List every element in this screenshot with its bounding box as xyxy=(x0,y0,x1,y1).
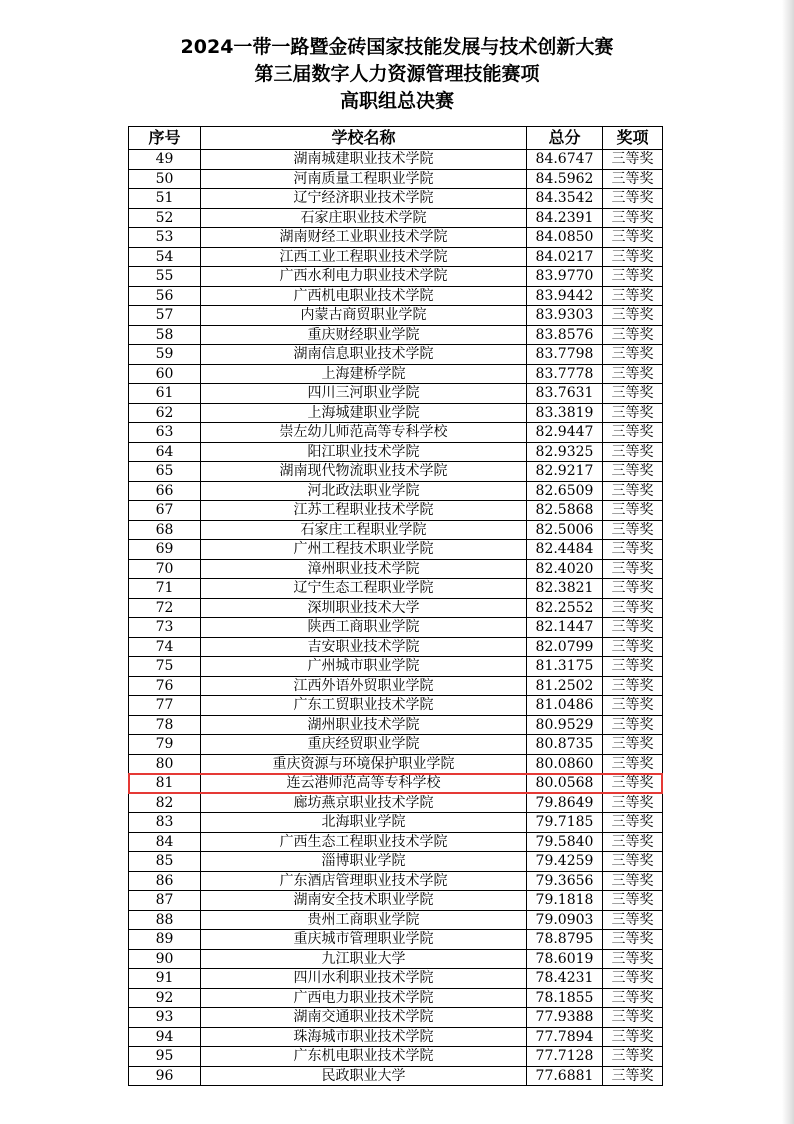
table-row xyxy=(129,169,663,189)
cell-school: 四川三河职业学院 xyxy=(201,384,527,404)
cell-school: 湖南财经工业职业技术学院 xyxy=(201,228,527,248)
table-row xyxy=(129,871,663,891)
cell-rank: 66 xyxy=(129,481,201,501)
cell-award: 三等奖 xyxy=(603,1027,663,1047)
cell-rank: 63 xyxy=(129,423,201,443)
cell-score: 84.0217 xyxy=(527,247,603,267)
table-row xyxy=(129,735,663,755)
table-row xyxy=(129,852,663,872)
cell-rank: 50 xyxy=(129,169,201,189)
cell-rank: 78 xyxy=(129,715,201,735)
cell-school: 内蒙古商贸职业学院 xyxy=(201,306,527,326)
table-row xyxy=(129,559,663,579)
cell-school: 湖州职业技术学院 xyxy=(201,715,527,735)
cell-score: 80.0860 xyxy=(527,754,603,774)
cell-award: 三等奖 xyxy=(603,286,663,306)
cell-award: 三等奖 xyxy=(603,1047,663,1067)
cell-score: 81.3175 xyxy=(527,657,603,677)
cell-school: 重庆城市管理职业学院 xyxy=(201,930,527,950)
cell-school: 珠海城市职业技术学院 xyxy=(201,1027,527,1047)
cell-rank: 83 xyxy=(129,813,201,833)
cell-award: 三等奖 xyxy=(603,228,663,248)
cell-score: 82.4020 xyxy=(527,559,603,579)
cell-rank: 93 xyxy=(129,1008,201,1028)
cell-award: 三等奖 xyxy=(603,462,663,482)
cell-award: 三等奖 xyxy=(603,189,663,209)
cell-school: 湖南城建职业技术学院 xyxy=(201,150,527,170)
table-row xyxy=(129,598,663,618)
cell-award: 三等奖 xyxy=(603,774,663,794)
cell-award: 三等奖 xyxy=(603,930,663,950)
cell-rank: 70 xyxy=(129,559,201,579)
cell-score: 77.6881 xyxy=(527,1066,603,1086)
cell-rank: 56 xyxy=(129,286,201,306)
cell-score: 82.3821 xyxy=(527,579,603,599)
cell-award: 三等奖 xyxy=(603,247,663,267)
cell-award: 三等奖 xyxy=(603,208,663,228)
cell-score: 78.6019 xyxy=(527,949,603,969)
cell-score: 79.1818 xyxy=(527,891,603,911)
cell-rank: 89 xyxy=(129,930,201,950)
cell-rank: 79 xyxy=(129,735,201,755)
table-row xyxy=(129,150,663,170)
cell-school: 漳州职业技术学院 xyxy=(201,559,527,579)
cell-rank: 62 xyxy=(129,403,201,423)
cell-award: 三等奖 xyxy=(603,345,663,365)
cell-school: 江西工业工程职业技术学院 xyxy=(201,247,527,267)
title-line-2: 第三届数字人力资源管理技能赛项 xyxy=(254,63,540,85)
cell-award: 三等奖 xyxy=(603,481,663,501)
cell-award: 三等奖 xyxy=(603,988,663,1008)
table-row xyxy=(129,891,663,911)
cell-school: 上海建桥学院 xyxy=(201,364,527,384)
cell-award: 三等奖 xyxy=(603,1008,663,1028)
cell-score: 83.8576 xyxy=(527,325,603,345)
cell-rank: 95 xyxy=(129,1047,201,1067)
cell-rank: 53 xyxy=(129,228,201,248)
cell-rank: 86 xyxy=(129,871,201,891)
cell-score: 80.8735 xyxy=(527,735,603,755)
cell-rank: 59 xyxy=(129,345,201,365)
cell-rank: 88 xyxy=(129,910,201,930)
cell-score: 77.7128 xyxy=(527,1047,603,1067)
cell-rank: 87 xyxy=(129,891,201,911)
cell-score: 80.9529 xyxy=(527,715,603,735)
table-row xyxy=(129,1047,663,1067)
cell-rank: 51 xyxy=(129,189,201,209)
cell-score: 83.3819 xyxy=(527,403,603,423)
table-row xyxy=(129,579,663,599)
cell-award: 三等奖 xyxy=(603,793,663,813)
cell-school: 江苏工程职业技术学院 xyxy=(201,501,527,521)
table-row xyxy=(129,832,663,852)
cell-score: 80.0568 xyxy=(527,774,603,794)
table-row xyxy=(129,189,663,209)
cell-award: 三等奖 xyxy=(603,169,663,189)
cell-score: 83.9303 xyxy=(527,306,603,326)
table-header-row xyxy=(129,127,663,150)
header-award: 奖项 xyxy=(603,127,663,150)
cell-rank: 49 xyxy=(129,150,201,170)
table-row xyxy=(129,774,663,794)
table-row xyxy=(129,208,663,228)
cell-score: 83.7631 xyxy=(527,384,603,404)
cell-school: 吉安职业技术学院 xyxy=(201,637,527,657)
cell-rank: 75 xyxy=(129,657,201,677)
cell-award: 三等奖 xyxy=(603,501,663,521)
table-row xyxy=(129,481,663,501)
cell-award: 三等奖 xyxy=(603,150,663,170)
table-row xyxy=(129,813,663,833)
title-line-1: 2024一带一路暨金砖国家技能发展与技术创新大赛 xyxy=(180,36,614,58)
cell-award: 三等奖 xyxy=(603,540,663,560)
table-row xyxy=(129,286,663,306)
cell-score: 82.1447 xyxy=(527,618,603,638)
cell-score: 83.7778 xyxy=(527,364,603,384)
table-row xyxy=(129,637,663,657)
table-row xyxy=(129,520,663,540)
cell-school: 九江职业大学 xyxy=(201,949,527,969)
cell-school: 崇左幼儿师范高等专科学校 xyxy=(201,423,527,443)
cell-award: 三等奖 xyxy=(603,813,663,833)
cell-score: 82.9217 xyxy=(527,462,603,482)
cell-rank: 61 xyxy=(129,384,201,404)
cell-award: 三等奖 xyxy=(603,423,663,443)
cell-school: 湖南安全技术职业学院 xyxy=(201,891,527,911)
cell-rank: 68 xyxy=(129,520,201,540)
cell-score: 83.7798 xyxy=(527,345,603,365)
cell-award: 三等奖 xyxy=(603,754,663,774)
cell-score: 79.3656 xyxy=(527,871,603,891)
cell-award: 三等奖 xyxy=(603,267,663,287)
cell-rank: 71 xyxy=(129,579,201,599)
cell-award: 三等奖 xyxy=(603,676,663,696)
cell-award: 三等奖 xyxy=(603,891,663,911)
cell-score: 81.0486 xyxy=(527,696,603,716)
cell-school: 广西机电职业技术学院 xyxy=(201,286,527,306)
cell-rank: 55 xyxy=(129,267,201,287)
cell-award: 三等奖 xyxy=(603,871,663,891)
cell-award: 三等奖 xyxy=(603,325,663,345)
cell-school: 河南质量工程职业学院 xyxy=(201,169,527,189)
cell-score: 77.7894 xyxy=(527,1027,603,1047)
table-row xyxy=(129,228,663,248)
table-row xyxy=(129,384,663,404)
cell-score: 84.5962 xyxy=(527,169,603,189)
cell-rank: 94 xyxy=(129,1027,201,1047)
cell-school: 上海城建职业学院 xyxy=(201,403,527,423)
cell-rank: 81 xyxy=(129,774,201,794)
cell-rank: 73 xyxy=(129,618,201,638)
cell-rank: 54 xyxy=(129,247,201,267)
cell-school: 阳江职业技术学院 xyxy=(201,442,527,462)
table-row xyxy=(129,325,663,345)
cell-rank: 69 xyxy=(129,540,201,560)
cell-award: 三等奖 xyxy=(603,949,663,969)
cell-score: 82.0799 xyxy=(527,637,603,657)
cell-rank: 74 xyxy=(129,637,201,657)
cell-school: 连云港师范高等专科学校 xyxy=(201,774,527,794)
cell-school: 湖南信息职业技术学院 xyxy=(201,345,527,365)
cell-school: 四川水利职业技术学院 xyxy=(201,969,527,989)
cell-award: 三等奖 xyxy=(603,618,663,638)
table-row xyxy=(129,930,663,950)
cell-score: 78.4231 xyxy=(527,969,603,989)
table-row xyxy=(129,247,663,267)
title-line-3: 高职组总决赛 xyxy=(339,90,454,112)
table-row xyxy=(129,267,663,287)
cell-award: 三等奖 xyxy=(603,520,663,540)
header-school: 学校名称 xyxy=(201,127,527,150)
table-row xyxy=(129,462,663,482)
cell-award: 三等奖 xyxy=(603,598,663,618)
cell-rank: 77 xyxy=(129,696,201,716)
cell-rank: 72 xyxy=(129,598,201,618)
cell-school: 辽宁生态工程职业学院 xyxy=(201,579,527,599)
cell-award: 三等奖 xyxy=(603,696,663,716)
cell-score: 79.0903 xyxy=(527,910,603,930)
cell-award: 三等奖 xyxy=(603,364,663,384)
cell-award: 三等奖 xyxy=(603,832,663,852)
cell-rank: 65 xyxy=(129,462,201,482)
table-row xyxy=(129,1008,663,1028)
cell-award: 三等奖 xyxy=(603,715,663,735)
cell-score: 81.2502 xyxy=(527,676,603,696)
cell-award: 三等奖 xyxy=(603,735,663,755)
cell-rank: 92 xyxy=(129,988,201,1008)
cell-school: 淄博职业学院 xyxy=(201,852,527,872)
cell-school: 石家庄职业技术学院 xyxy=(201,208,527,228)
cell-award: 三等奖 xyxy=(603,657,663,677)
cell-school: 河北政法职业学院 xyxy=(201,481,527,501)
table-row xyxy=(129,423,663,443)
cell-school: 江西外语外贸职业学院 xyxy=(201,676,527,696)
cell-award: 三等奖 xyxy=(603,852,663,872)
table-row xyxy=(129,618,663,638)
cell-school: 广西生态工程职业技术学院 xyxy=(201,832,527,852)
cell-school: 深圳职业技术大学 xyxy=(201,598,527,618)
page-edge-shadow xyxy=(782,0,794,1124)
cell-score: 82.2552 xyxy=(527,598,603,618)
cell-school: 廊坊燕京职业技术学院 xyxy=(201,793,527,813)
table-row xyxy=(129,501,663,521)
table-row xyxy=(129,657,663,677)
cell-school: 重庆财经职业学院 xyxy=(201,325,527,345)
table-row xyxy=(129,949,663,969)
cell-award: 三等奖 xyxy=(603,637,663,657)
cell-school: 石家庄工程职业学院 xyxy=(201,520,527,540)
cell-award: 三等奖 xyxy=(603,969,663,989)
cell-school: 民政职业大学 xyxy=(201,1066,527,1086)
table-row xyxy=(129,1027,663,1047)
cell-rank: 84 xyxy=(129,832,201,852)
cell-school: 广西水利电力职业技术学院 xyxy=(201,267,527,287)
cell-score: 79.4259 xyxy=(527,852,603,872)
cell-school: 广西电力职业技术学院 xyxy=(201,988,527,1008)
cell-score: 84.0850 xyxy=(527,228,603,248)
cell-school: 广州城市职业学院 xyxy=(201,657,527,677)
cell-score: 82.4484 xyxy=(527,540,603,560)
cell-score: 83.9770 xyxy=(527,267,603,287)
table-row xyxy=(129,442,663,462)
cell-score: 82.5868 xyxy=(527,501,603,521)
cell-score: 79.5840 xyxy=(527,832,603,852)
cell-school: 辽宁经济职业技术学院 xyxy=(201,189,527,209)
cell-score: 83.9442 xyxy=(527,286,603,306)
header-rank: 序号 xyxy=(129,127,201,150)
header-score: 总分 xyxy=(527,127,603,150)
table-row xyxy=(129,696,663,716)
table-row xyxy=(129,540,663,560)
cell-score: 78.1855 xyxy=(527,988,603,1008)
cell-rank: 60 xyxy=(129,364,201,384)
table-body xyxy=(129,150,663,1086)
cell-rank: 82 xyxy=(129,793,201,813)
cell-award: 三等奖 xyxy=(603,384,663,404)
cell-rank: 80 xyxy=(129,754,201,774)
cell-award: 三等奖 xyxy=(603,442,663,462)
cell-score: 82.6509 xyxy=(527,481,603,501)
cell-rank: 85 xyxy=(129,852,201,872)
table-row xyxy=(129,754,663,774)
cell-rank: 67 xyxy=(129,501,201,521)
cell-score: 82.5006 xyxy=(527,520,603,540)
cell-rank: 52 xyxy=(129,208,201,228)
table-row xyxy=(129,364,663,384)
table-row xyxy=(129,988,663,1008)
cell-school: 重庆资源与环境保护职业学院 xyxy=(201,754,527,774)
cell-score: 78.8795 xyxy=(527,930,603,950)
cell-award: 三等奖 xyxy=(603,306,663,326)
cell-score: 82.9447 xyxy=(527,423,603,443)
cell-school: 广东机电职业技术学院 xyxy=(201,1047,527,1067)
table-row xyxy=(129,676,663,696)
cell-award: 三等奖 xyxy=(603,910,663,930)
cell-score: 79.8649 xyxy=(527,793,603,813)
table-row xyxy=(129,793,663,813)
cell-rank: 90 xyxy=(129,949,201,969)
document-title-block xyxy=(0,34,794,115)
cell-rank: 76 xyxy=(129,676,201,696)
cell-rank: 58 xyxy=(129,325,201,345)
results-table xyxy=(128,126,663,1086)
cell-school: 广州工程技术职业学院 xyxy=(201,540,527,560)
cell-award: 三等奖 xyxy=(603,559,663,579)
cell-school: 陕西工商职业学院 xyxy=(201,618,527,638)
cell-school: 湖南交通职业技术学院 xyxy=(201,1008,527,1028)
cell-school: 贵州工商职业学院 xyxy=(201,910,527,930)
cell-award: 三等奖 xyxy=(603,1066,663,1086)
table-row xyxy=(129,715,663,735)
cell-school: 广东工贸职业技术学院 xyxy=(201,696,527,716)
cell-rank: 91 xyxy=(129,969,201,989)
table-row xyxy=(129,306,663,326)
table-row xyxy=(129,910,663,930)
cell-score: 84.2391 xyxy=(527,208,603,228)
cell-rank: 64 xyxy=(129,442,201,462)
cell-rank: 57 xyxy=(129,306,201,326)
cell-score: 79.7185 xyxy=(527,813,603,833)
cell-score: 82.9325 xyxy=(527,442,603,462)
cell-school: 广东酒店管理职业技术学院 xyxy=(201,871,527,891)
table-row xyxy=(129,403,663,423)
table-row xyxy=(129,969,663,989)
cell-award: 三等奖 xyxy=(603,403,663,423)
table-row xyxy=(129,345,663,365)
cell-rank: 96 xyxy=(129,1066,201,1086)
cell-school: 重庆经贸职业学院 xyxy=(201,735,527,755)
cell-score: 84.6747 xyxy=(527,150,603,170)
cell-school: 湖南现代物流职业技术学院 xyxy=(201,462,527,482)
cell-score: 77.9388 xyxy=(527,1008,603,1028)
cell-score: 84.3542 xyxy=(527,189,603,209)
cell-school: 北海职业学院 xyxy=(201,813,527,833)
table-row xyxy=(129,1066,663,1086)
cell-award: 三等奖 xyxy=(603,579,663,599)
